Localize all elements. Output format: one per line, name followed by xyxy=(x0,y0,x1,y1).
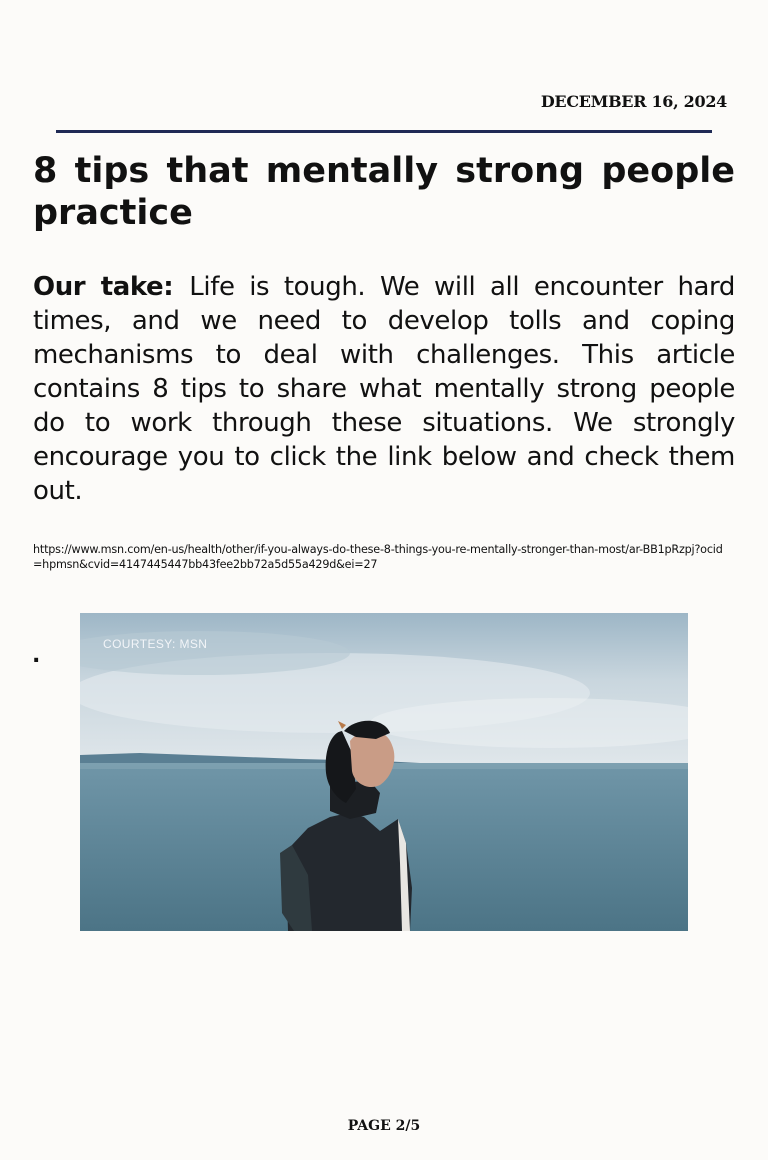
page-number: PAGE 2/5 xyxy=(347,1118,421,1134)
header-divider xyxy=(56,130,712,133)
article-title: 8 tips that mentally strong people practice xyxy=(33,151,735,233)
body-text: Life is tough. We will all encounter hard times, and we need to develop tolls and coping mechanisms to deal with challenges. This article contains 8 tips to share what mentally strong people do to work through these situations. We strongly encourage you to click the link below and check them out. xyxy=(33,272,735,506)
woman-by-lake-photo xyxy=(80,613,688,931)
article-link[interactable]: https://www.msn.com/en-us/health/other/if-you-always-do-these-8-things-you-re-mentally-stronger-than-most/ar-BB1pRzpj?ocid=hpmsn&cvid=4147445447bb43fee2bb72a5d55a429d&ei=27 xyxy=(33,543,723,571)
article-body xyxy=(33,270,735,508)
photo-credit: COURTESY: MSN xyxy=(103,637,208,651)
stray-period: . xyxy=(32,643,41,668)
publication-date: DECEMBER 16, 2024 xyxy=(540,92,727,111)
lead-label: Our take: xyxy=(33,272,174,302)
